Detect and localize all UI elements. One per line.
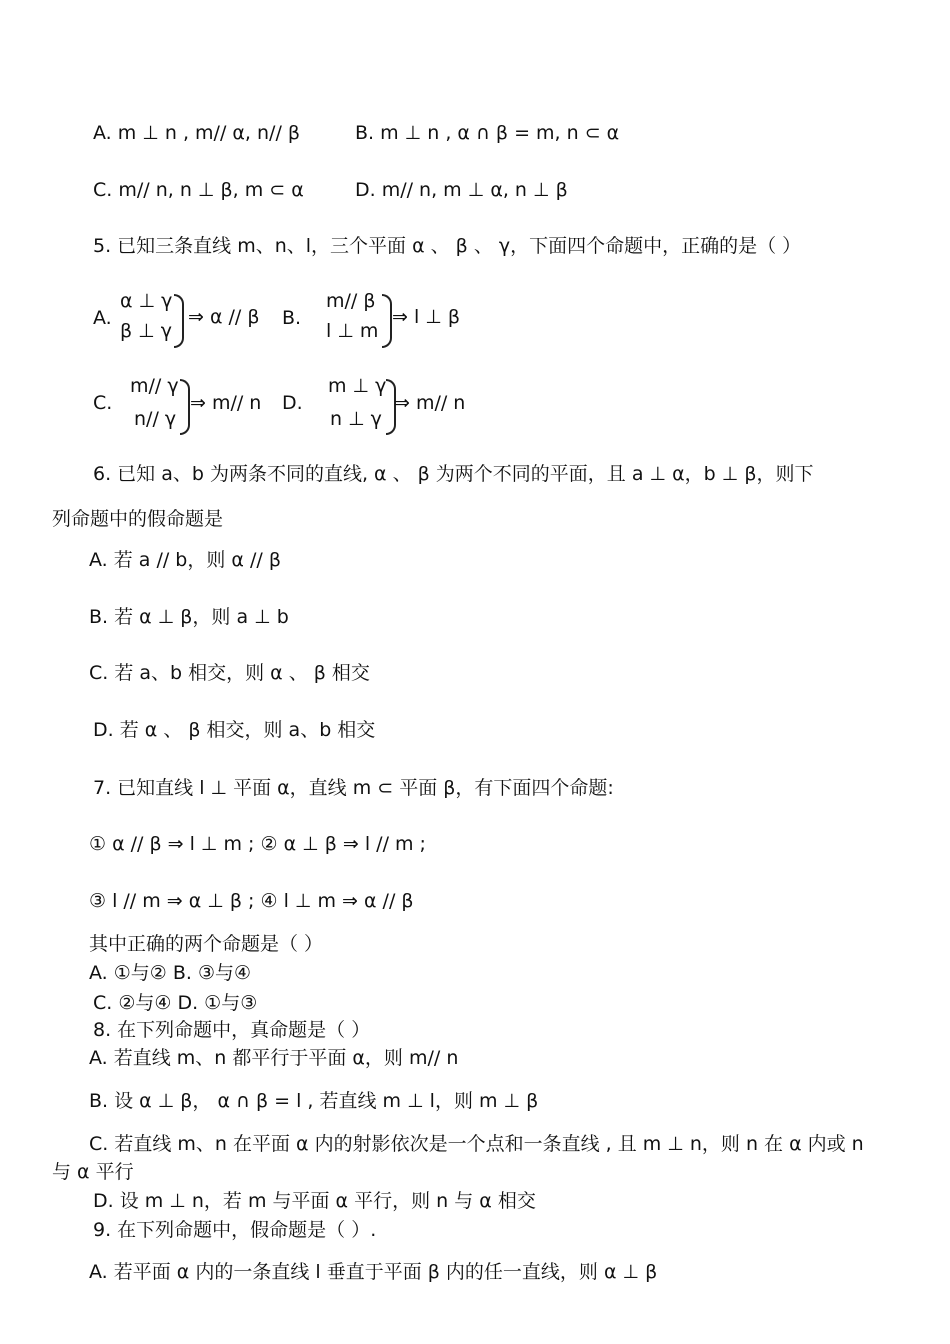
q7-options-cd: C. ②与④ D. ①与③ bbox=[93, 992, 258, 1014]
q5-d-premise-2: n ⊥ γ bbox=[330, 408, 382, 430]
q8-option-d: D. 设 m ⊥ n，若 m 与平面 α 平行，则 n 与 α 相交 bbox=[93, 1190, 536, 1212]
q5-c-premise-2: n// γ bbox=[134, 408, 177, 430]
q5-d-premise-1: m ⊥ γ bbox=[328, 375, 387, 397]
q4-option-d: D. m// n, m ⊥ α, n ⊥ β bbox=[355, 179, 568, 201]
q4-option-b: B. m ⊥ n , α ∩ β = m, n ⊂ α bbox=[355, 122, 620, 144]
q6-option-a: A. 若 a // b，则 α // β bbox=[89, 549, 281, 571]
q6-option-c: C. 若 a、b 相交，则 α 、 β 相交 bbox=[89, 662, 370, 684]
q5-c-premise-1: m// γ bbox=[130, 375, 179, 397]
q5-option-b bbox=[326, 290, 486, 350]
brace-icon bbox=[180, 379, 190, 435]
q8-option-a: A. 若直线 m、n 都平行于平面 α，则 m// n bbox=[89, 1047, 459, 1069]
q6-option-d: D. 若 α 、 β 相交，则 a、b 相交 bbox=[93, 719, 376, 741]
q5-option-d bbox=[328, 375, 488, 435]
q5-a-conclusion: ⇒ α // β bbox=[188, 306, 260, 328]
q6-stem-line-1: 6. 已知 a、b 为两条不同的直线, α 、 β 为两个不同的平面，且 a ⊥ α，b ⊥ β，则下 bbox=[93, 463, 814, 485]
q9-stem: 9. 在下列命题中，假命题是（ ）. bbox=[93, 1219, 377, 1241]
q8-stem: 8. 在下列命题中，真命题是（ ） bbox=[93, 1019, 371, 1041]
q5-b-premise-2: l ⊥ m bbox=[326, 320, 379, 342]
q5-stem: 5. 已知三条直线 m、n、l，三个平面 α 、 β 、 γ，下面四个命题中，正确的是（ ） bbox=[93, 235, 802, 257]
q5-option-d-label: D. bbox=[282, 392, 303, 414]
q8-option-c-line-2: 与 α 平行 bbox=[52, 1161, 134, 1183]
q5-c-conclusion: ⇒ m// n bbox=[190, 392, 262, 414]
q5-option-c bbox=[130, 375, 290, 435]
q8-option-c-line-1: C. 若直线 m、n 在平面 α 内的射影依次是一个点和一条直线 , 且 m ⊥ n，则 n 在 α 内或 n bbox=[89, 1133, 864, 1155]
q5-a-premise-1: α ⊥ γ bbox=[120, 290, 173, 312]
q5-option-a-label: A. bbox=[93, 307, 112, 329]
q5-d-conclusion: ⇒ m// n bbox=[394, 392, 466, 414]
q7-propositions-1: ① α // β ⇒ l ⊥ m ; ② α ⊥ β ⇒ l // m ; bbox=[89, 833, 426, 855]
brace-icon bbox=[382, 294, 392, 348]
q5-option-c-label: C. bbox=[93, 392, 113, 414]
q5-b-conclusion: ⇒ l ⊥ β bbox=[392, 306, 460, 328]
q5-option-b-label: B. bbox=[282, 307, 302, 329]
q7-stem: 7. 已知直线 l ⊥ 平面 α，直线 m ⊂ 平面 β，有下面四个命题: bbox=[93, 777, 614, 799]
q7-options-ab: A. ①与② B. ③与④ bbox=[89, 962, 252, 984]
q6-option-b: B. 若 α ⊥ β，则 a ⊥ b bbox=[89, 606, 289, 628]
q8-option-b: B. 设 α ⊥ β， α ∩ β = l , 若直线 m ⊥ l，则 m ⊥ β bbox=[89, 1090, 539, 1112]
q5-b-premise-1: m// β bbox=[326, 290, 376, 312]
brace-icon bbox=[174, 294, 184, 348]
q7-propositions-2: ③ l // m ⇒ α ⊥ β ; ④ l ⊥ m ⇒ α // β bbox=[89, 890, 414, 912]
q5-option-a bbox=[120, 290, 280, 350]
q6-stem-line-2: 列命题中的假命题是 bbox=[52, 508, 224, 530]
q7-question: 其中正确的两个命题是（ ） bbox=[89, 933, 324, 955]
q4-option-a: A. m ⊥ n , m// α, n// β bbox=[93, 122, 301, 144]
q5-a-premise-2: β ⊥ γ bbox=[120, 320, 172, 342]
q4-option-c: C. m// n, n ⊥ β, m ⊂ α bbox=[93, 179, 304, 201]
q9-option-a: A. 若平面 α 内的一条直线 l 垂直于平面 β 内的任一直线，则 α ⊥ β bbox=[89, 1261, 658, 1283]
